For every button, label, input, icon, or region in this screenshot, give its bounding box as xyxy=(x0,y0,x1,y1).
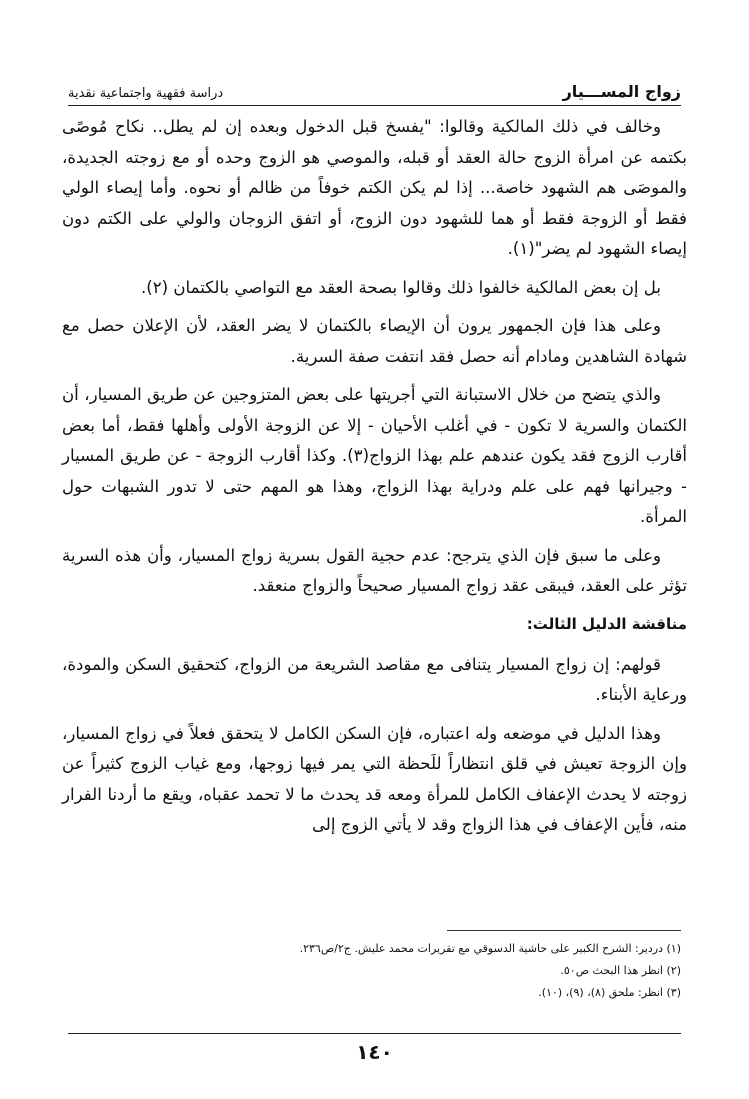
paragraph-6: قولهم: إن زواج المسيار يتنافى مع مقاصد الشريعة من الزواج، كتحقيق السكن والمودة، ورعاية الأبناء. xyxy=(62,654,687,704)
paragraph-3: وعلى هذا فإن الجمهور يرون أن الإيصاء بالكتمان لا يضر العقد، لأن الإعلان حصل مع شهادة الشاهدين ومادام أنه حصل فقد انتفت صفة السرية. xyxy=(62,316,687,366)
paragraph-2: بل إن بعض المالكية خالفوا ذلك وقالوا بصحة العقد مع التواصي بالكتمان (٢). xyxy=(140,277,661,297)
section-heading: مناقشة الدليل الثالث: xyxy=(526,614,687,633)
page-number: ١٤٠ xyxy=(356,1040,393,1064)
footer-rule xyxy=(68,1033,681,1034)
footnote-2: (٢) انظر هذا البحث ص٥٠. xyxy=(560,964,681,977)
footnote-1: (١) دردير: الشرح الكبير على حاشية الدسوقي مع تقريرات محمد عليش. ج٢/ص٢٣٦. xyxy=(299,942,681,955)
footnote-separator xyxy=(447,930,681,931)
paragraph-5: وعلى ما سبق فإن الذي يترجح: عدم حجية القول بسرية زواج المسيار، وأن هذه السرية تؤثر على العقد، فيبقى عقد زواج المسيار صحيحاً والزواج منعقد. xyxy=(62,545,687,595)
footnotes xyxy=(68,938,681,1004)
main-text xyxy=(62,112,687,849)
paragraph-4: والذي يتضح من خلال الاستبانة التي أجريتها على بعض المتزوجين عن طريق المسيار، أن الكتمان والسرية لا تكون - في أغلب الأحيان - إلا عن الزوجة الأولى وأهلها فقط، أما بعض أقارب الزوج فقد يكون عندهم علم بهذا الزواج(٣). وكذا أقارب الزوجة - عن طريق المسيار - وجيرانها فهم على علم ودراية بهذا الزواج، وهذا هو المهم حتى لا تدور الشبهات حول المرأة. xyxy=(62,385,687,526)
book-subtitle: دراسة فقهية واجتماعية نقدية xyxy=(68,86,224,101)
paragraph-7: وهذا الدليل في موضعه وله اعتباره، فإن السكن الكامل لا يتحقق فعلاً في زواج المسيار، وإن الزوجة تعيش في قلق انتظاراً للَحظة التي يمر فيها زوجها، ومع غياب الزوج كثيراً عن زوجته لا يحدث الإعفاف الكامل للمرأة ومعه قد يحدث ما لا تحمد عقباه، ويقع ما أردنا الفرار منه، فأين الإعفاف في هذا الزواج وقد لا يأتي الزوج إلى xyxy=(62,723,687,834)
book-title: زواج المســـيار xyxy=(562,82,681,101)
running-header xyxy=(68,77,681,106)
paragraph-1: وخالف في ذلك المالكية وقالوا: "يفسخ قبل الدخول وبعده إن لم يطل.. نكاح مُوصًى بكتمه عن امرأة الزوج حالة العقد أو قبله، والموصي هو الزوج وحده أو مع زوجته الجديدة، والموصَى هم الشهود خاصة... إذا لم يكن الكتم خوفاً من ظالم أو نحوه. وأما إيصاء الولي فقط أو الزوجة فقط أو هما للشهود دون الزوج، أو اتفق الزوجان والولي على الكتم دون إيصاء الشهود لم يضر"(١). xyxy=(62,117,687,258)
footnote-3: (٣) انظر: ملحق (٨)، (٩)، (١٠). xyxy=(538,986,681,999)
